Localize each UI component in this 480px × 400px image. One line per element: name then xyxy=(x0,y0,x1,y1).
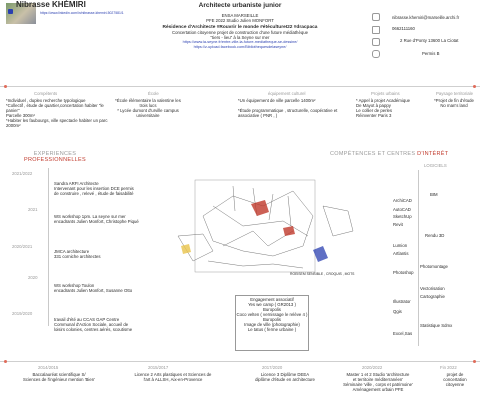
software-line xyxy=(418,170,419,346)
category-rule xyxy=(0,86,480,87)
skill-item: Photomontage xyxy=(420,264,448,269)
software-item: Lumion xyxy=(393,243,408,248)
timeline-line xyxy=(48,168,49,326)
timeline-year: 2021/2022 xyxy=(12,171,33,176)
timeline-text: WS workshop 1pm. La seyne sur mer encadrants Julien Monfort, Christophe Piqué xyxy=(54,214,139,224)
engagement-line: Buropolis xyxy=(263,307,281,312)
rule-dot xyxy=(473,360,476,363)
education-year: 2017/2020 xyxy=(262,365,283,370)
timeline-text: travail d'été au CCAS GAP Centre Communal d'Action Sociale, accueil de loisirs colonies, centres aérés, scoutisme xyxy=(54,317,133,332)
engagement-line: Yes we camp ( GR2013 ) xyxy=(248,302,296,307)
school: ENSA MARSEILLE xyxy=(221,13,259,18)
timeline-year: 2020 xyxy=(28,275,38,280)
engagement-line: Image de ville (photographie) xyxy=(244,322,300,327)
education-year: 2014/2015 xyxy=(38,365,59,370)
competences-title-main: D'INTÉRÊT xyxy=(417,151,449,157)
image-caption: ROEISEM SENSIBLE , CROQUIS , MOTS xyxy=(290,272,355,276)
category-label: Compétents xyxy=(34,91,58,96)
engagement-title: Engagement associatif xyxy=(250,297,294,302)
software-item: SketchUp xyxy=(393,214,412,219)
software-item: Illustrator xyxy=(393,299,411,304)
category-text: * Appel à projet Académique De Mayot à pappy Le collier de perles Réinventer Paris 3 xyxy=(356,98,410,118)
pfe: PFE 2022 Studio Julien MONFORT xyxy=(206,18,274,23)
skill-item: Vectorisation xyxy=(420,286,445,291)
phone-icon xyxy=(372,26,380,34)
software-item: AutoCAD xyxy=(393,207,411,212)
timeline-text: WS workshop Toulon encadrants Julien Monfort, Susanne Otto xyxy=(54,283,133,293)
mail-icon xyxy=(372,13,380,21)
education-text: Licence 2 Arts plastiques et Sciences de l'art à ALLSH, Aix-en-Provence xyxy=(134,372,212,382)
education-text: Baccalauréat scientifique S/ Sciences de l'ingénieur mention 'Bien' xyxy=(23,372,95,382)
category-label: Projets urbains xyxy=(371,91,400,96)
person-name: Nibrasse KHÉMIRI xyxy=(16,0,86,9)
contact-permis: Permis B xyxy=(422,51,440,56)
job-title: Architecte urbaniste junior xyxy=(198,2,282,9)
category-label: Paysage territoriale xyxy=(436,91,474,96)
linkedin-icon[interactable] xyxy=(8,9,13,14)
linkedin-link[interactable]: https://www.linkedin.com/in/nibrasse-khemiri-5027581/1 xyxy=(40,11,124,15)
experiences-title-main: PROFESSIONNELLES xyxy=(24,157,86,163)
category-label: École xyxy=(148,91,159,96)
skill-item: Cartographie xyxy=(420,294,445,299)
residence: Résidence d'Architecte #Rouvrir le monde #étécultureI22 #dracpaca xyxy=(162,25,318,30)
software-item: Excel,Sas xyxy=(393,331,413,336)
category-text: *Un équipement de ville parcelle 1400m² *Étude programmatique , structurelle, coopérative et associative ( PNR , ) xyxy=(238,98,338,118)
timeline-year: 2021 xyxy=(28,207,38,212)
home-icon xyxy=(372,38,380,46)
sketch-illustration xyxy=(173,176,361,280)
engagement-line: Coco velten ( vernissage le relève 4 ) xyxy=(236,312,308,317)
category-label: équipement culturel xyxy=(268,91,306,96)
rule-dot xyxy=(473,85,476,88)
education-year: 2020/2022 xyxy=(362,365,383,370)
contact-address: 2 Rue d'Ponty 13600 La Ciotat xyxy=(400,38,459,43)
experiences-title-prefix: EXPERIENCES xyxy=(33,151,77,157)
software-item: Qgis xyxy=(393,309,402,314)
education-text: Licence 3 Diplôme DEEA diplôme d'étude en architecture xyxy=(255,372,315,382)
rule-dot xyxy=(4,85,7,88)
skill-item: Rendu 3D xyxy=(425,233,445,238)
timeline-year: 2019/2020 xyxy=(12,311,33,316)
skill-item: BIM xyxy=(430,192,438,197)
url-2[interactable]: https://z-upload.facebook.com/Bibliothequesdelaseyne/ xyxy=(193,45,287,49)
category-text: *École élémentaire la valentine les trois lucs * Lycée dumont d'urville campus universitaire xyxy=(115,98,181,118)
timeline-year: 2020/2021 xyxy=(12,244,33,249)
education-year: Fin 2022 xyxy=(440,365,457,370)
contact-email[interactable]: nibrasse.khemiri@marseille.archi.fr xyxy=(392,15,460,20)
software-item: Photoshop xyxy=(393,270,414,275)
rule-dot xyxy=(4,360,7,363)
category-text: *Projet de fin d'étude No man's land xyxy=(434,98,474,108)
education-rule xyxy=(0,361,480,362)
software-header: LOGICIELS xyxy=(424,163,447,168)
concertation: Concertation citoyenne projet de construction d'une future médiathèque xyxy=(171,30,309,35)
tiers: "tiers - lieu" à la Seyne sur mer xyxy=(210,35,270,40)
car-icon xyxy=(372,50,380,58)
competences-title-prefix: COMPÉTENCES ET CENTRES xyxy=(330,151,416,157)
engagement-line: Le tatus ( ferme urbaine ) xyxy=(247,327,297,332)
engagement-line: Buropolis xyxy=(263,317,281,322)
education-year: 2015/2017 xyxy=(148,365,169,370)
education-text: Master 1 et 2 Studio 'architecture et territoire méditerranéen' Séminaire 'ville , corps et patrimoine' Aménagement urbain PFE xyxy=(343,372,413,392)
url-1[interactable]: https://www.la-seyne.fr/entre-ville-la-future-mediatheque-se-dessine/ xyxy=(182,40,298,44)
software-item: Artlantis xyxy=(393,251,409,256)
contact-phone: 0662111160 xyxy=(392,26,415,31)
timeline-text: JMCA architecture 331 corniche architectes xyxy=(54,249,101,259)
software-item: Revit xyxy=(393,222,403,227)
software-item: ArchiCAD xyxy=(393,198,412,203)
category-text: *Individuel , duplex recherche typologique *Collectif , étude de quartier,concertation habiter "le panier" Parcelle 300m² *Habiter les faubourgs, ville spectacle habiter un parc 2000m² xyxy=(6,98,108,128)
timeline-text: Sandra ARFI Architecte Intervenant pour les insertion DCE permis de construire , relevé , étude de faisabilité xyxy=(54,181,134,196)
skill-item: Statistique Sdmx xyxy=(420,323,453,328)
education-text: projet de concertation citoyenne xyxy=(443,372,467,387)
